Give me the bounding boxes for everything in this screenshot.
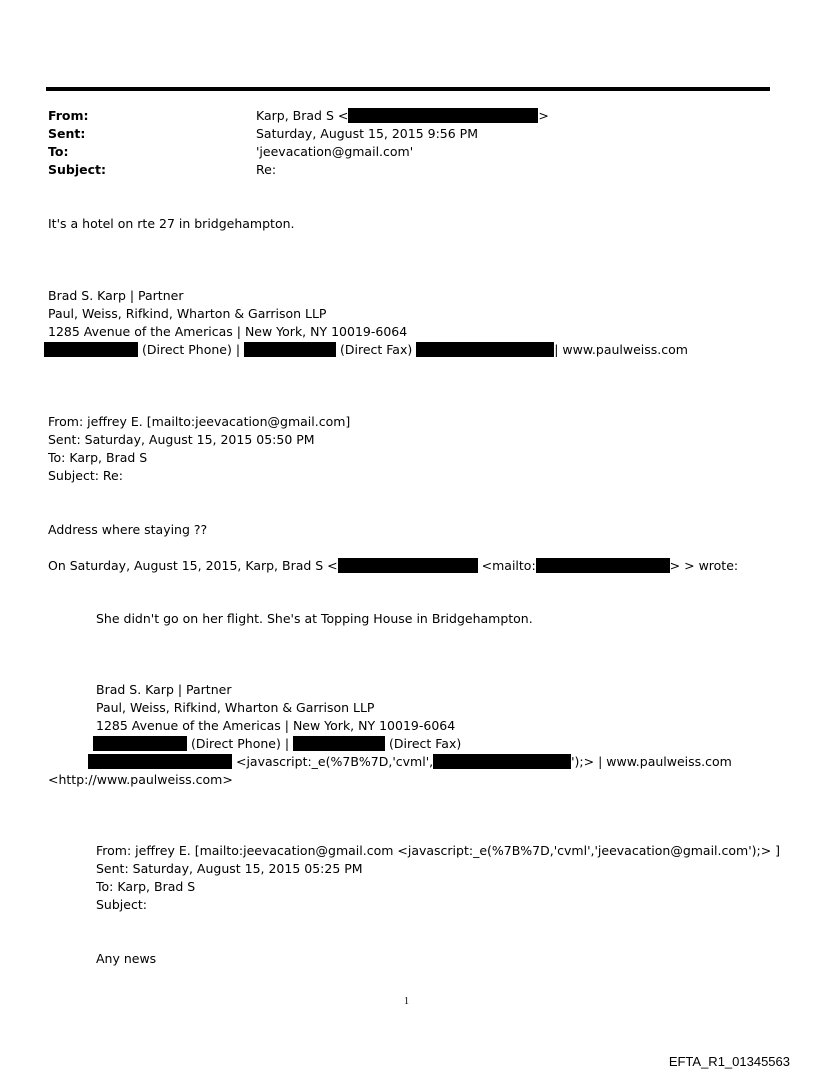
sent-label: Sent:: [48, 126, 86, 141]
quoted-subject: Subject:: [96, 897, 147, 912]
signature-address: 1285 Avenue of the Americas | New York, NY 10019-6064: [96, 718, 456, 733]
signature-contact: [93, 735, 461, 753]
wrote-line: [48, 557, 738, 575]
wrote-mailto: <mailto:: [477, 558, 536, 573]
quoted-message: Address where staying ??: [48, 522, 208, 537]
redaction-block: [416, 342, 554, 357]
header-rule: [46, 87, 770, 91]
bates-number: EFTA_R1_01345563: [668, 1054, 790, 1069]
redaction-block: [293, 736, 385, 751]
direct-fax-label: (Direct Fax): [385, 736, 462, 751]
subject-label: Subject:: [48, 162, 106, 177]
redaction-block: [44, 342, 138, 357]
sent-value: Saturday, August 15, 2015 9:56 PM: [256, 126, 478, 141]
quoted-sent: Sent: Saturday, August 15, 2015 05:50 PM: [48, 432, 315, 447]
direct-phone-label: (Direct Phone) |: [138, 342, 245, 357]
js-suffix[interactable]: ');> | www.paulweiss.com: [571, 754, 732, 769]
quoted-to: To: Karp, Brad S: [96, 879, 196, 894]
quoted-from: From: jeffrey E. [mailto:jeevacation@gmail.com <javascript:_e(%7B%7D,'cvml','jeevacation@gmail.com');> ]: [96, 843, 781, 858]
website-link[interactable]: | www.paulweiss.com: [554, 342, 688, 357]
signature-address: 1285 Avenue of the Americas | New York, NY 10019-6064: [48, 324, 408, 339]
redaction-block: [93, 736, 187, 751]
redaction-block: [338, 558, 478, 573]
redaction-block: [348, 108, 538, 123]
reply-text: It's a hotel on rte 27 in bridgehampton.: [48, 216, 295, 231]
subject-value: Re:: [256, 162, 277, 177]
js-prefix: <javascript:_e(%7B%7D,'cvml',: [232, 754, 434, 769]
signature-contact: [44, 341, 688, 359]
direct-phone-label: (Direct Phone) |: [187, 736, 294, 751]
page-number: 1: [404, 996, 409, 1007]
quoted-subject: Subject: Re:: [48, 468, 123, 483]
quoted-sent: Sent: Saturday, August 15, 2015 05:25 PM: [96, 861, 363, 876]
signature-name: Brad S. Karp | Partner: [96, 682, 232, 697]
redaction-block: [88, 754, 232, 769]
from-name: Karp, Brad S <: [256, 108, 349, 123]
from-value: [256, 107, 549, 125]
website-url[interactable]: <http://www.paulweiss.com>: [48, 772, 233, 787]
quoted-message: Any news: [96, 951, 157, 966]
redaction-block: [433, 754, 571, 769]
wrote-prefix: On Saturday, August 15, 2015, Karp, Brad S <: [48, 558, 338, 573]
signature-name: Brad S. Karp | Partner: [48, 288, 184, 303]
quoted-message: She didn't go on her flight. She's at Topping House in Bridgehampton.: [96, 611, 533, 626]
signature-firm: Paul, Weiss, Rifkind, Wharton & Garrison LLP: [96, 700, 375, 715]
redaction-block: [244, 342, 336, 357]
to-label: To:: [48, 144, 69, 159]
signature-js-line: [88, 753, 732, 771]
quoted-to: To: Karp, Brad S: [48, 450, 148, 465]
redaction-block: [536, 558, 670, 573]
from-suffix: >: [538, 108, 549, 123]
quoted-from: From: jeffrey E. [mailto:jeevacation@gmail.com]: [48, 414, 351, 429]
to-value: 'jeevacation@gmail.com': [256, 144, 414, 159]
wrote-suffix: > > wrote:: [669, 558, 739, 573]
from-label: From:: [48, 108, 89, 123]
signature-firm: Paul, Weiss, Rifkind, Wharton & Garrison LLP: [48, 306, 327, 321]
direct-fax-label: (Direct Fax): [336, 342, 417, 357]
